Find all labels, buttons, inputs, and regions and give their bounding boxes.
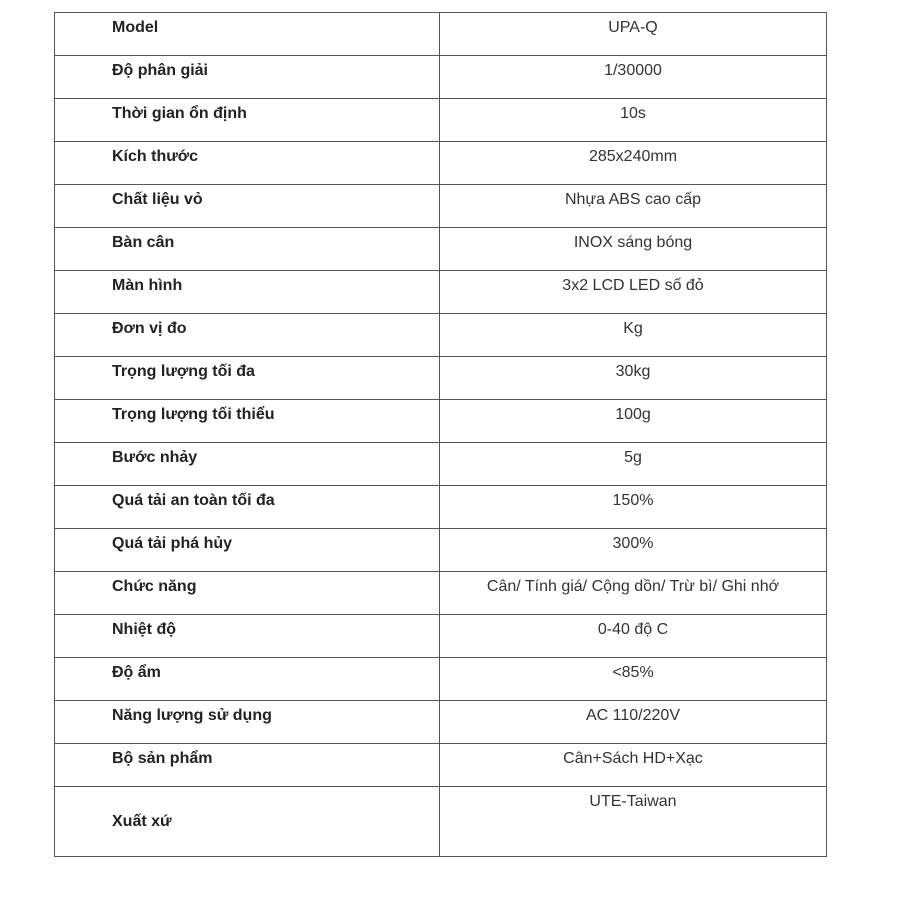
row-value: Cân+Sách HD+Xạc — [440, 744, 827, 787]
row-label: Trọng lượng tối đa — [55, 357, 440, 400]
table-row-max-capacity — [55, 357, 827, 400]
row-label: Bàn cân — [55, 228, 440, 271]
row-value: 100g — [440, 400, 827, 443]
table-row-temperature — [55, 615, 827, 658]
table-row-safe-overload — [55, 486, 827, 529]
row-value: 0-40 độ C — [440, 615, 827, 658]
row-label: Màn hình — [55, 271, 440, 314]
table-row-package — [55, 744, 827, 787]
spec-table-body — [55, 13, 827, 857]
row-value: 10s — [440, 99, 827, 142]
row-label: Quá tải an toàn tối đa — [55, 486, 440, 529]
row-value: 1/30000 — [440, 56, 827, 99]
row-label: Xuất xứ — [55, 787, 440, 857]
row-label: Thời gian ổn định — [55, 99, 440, 142]
table-row-humidity — [55, 658, 827, 701]
row-label: Đơn vị đo — [55, 314, 440, 357]
row-value: 3x2 LCD LED số đỏ — [440, 271, 827, 314]
row-value: Kg — [440, 314, 827, 357]
table-row-power — [55, 701, 827, 744]
table-row-breaking-overload — [55, 529, 827, 572]
row-value: UPA-Q — [440, 13, 827, 56]
row-label: Năng lượng sử dụng — [55, 701, 440, 744]
row-label: Độ ẩm — [55, 658, 440, 701]
spec-table — [54, 12, 827, 857]
row-value: Cân/ Tính giá/ Cộng dồn/ Trừ bì/ Ghi nhớ — [440, 572, 827, 615]
row-label: Trọng lượng tối thiểu — [55, 400, 440, 443]
row-value: 285x240mm — [440, 142, 827, 185]
table-row-resolution — [55, 56, 827, 99]
row-label: Độ phân giải — [55, 56, 440, 99]
row-value: INOX sáng bóng — [440, 228, 827, 271]
row-label: Model — [55, 13, 440, 56]
row-label: Bước nhảy — [55, 443, 440, 486]
table-row-dimensions — [55, 142, 827, 185]
table-row-functions — [55, 572, 827, 615]
row-value: 30kg — [440, 357, 827, 400]
row-value: UTE-Taiwan — [440, 787, 827, 857]
table-row-display — [55, 271, 827, 314]
row-value: 300% — [440, 529, 827, 572]
row-label: Bộ sản phẩm — [55, 744, 440, 787]
row-value: 150% — [440, 486, 827, 529]
row-value: Nhựa ABS cao cấp — [440, 185, 827, 228]
table-row-min-capacity — [55, 400, 827, 443]
table-row-stabilization-time — [55, 99, 827, 142]
table-row-model — [55, 13, 827, 56]
table-row-increment — [55, 443, 827, 486]
row-label: Chức năng — [55, 572, 440, 615]
row-label: Kích thước — [55, 142, 440, 185]
row-label: Quá tải phá hủy — [55, 529, 440, 572]
row-value: AC 110/220V — [440, 701, 827, 744]
table-row-weighing-pan — [55, 228, 827, 271]
table-row-casing-material — [55, 185, 827, 228]
row-value: <85% — [440, 658, 827, 701]
row-value: 5g — [440, 443, 827, 486]
row-label: Nhiệt độ — [55, 615, 440, 658]
table-row-unit — [55, 314, 827, 357]
table-row-origin — [55, 787, 827, 857]
row-label: Chất liệu vỏ — [55, 185, 440, 228]
